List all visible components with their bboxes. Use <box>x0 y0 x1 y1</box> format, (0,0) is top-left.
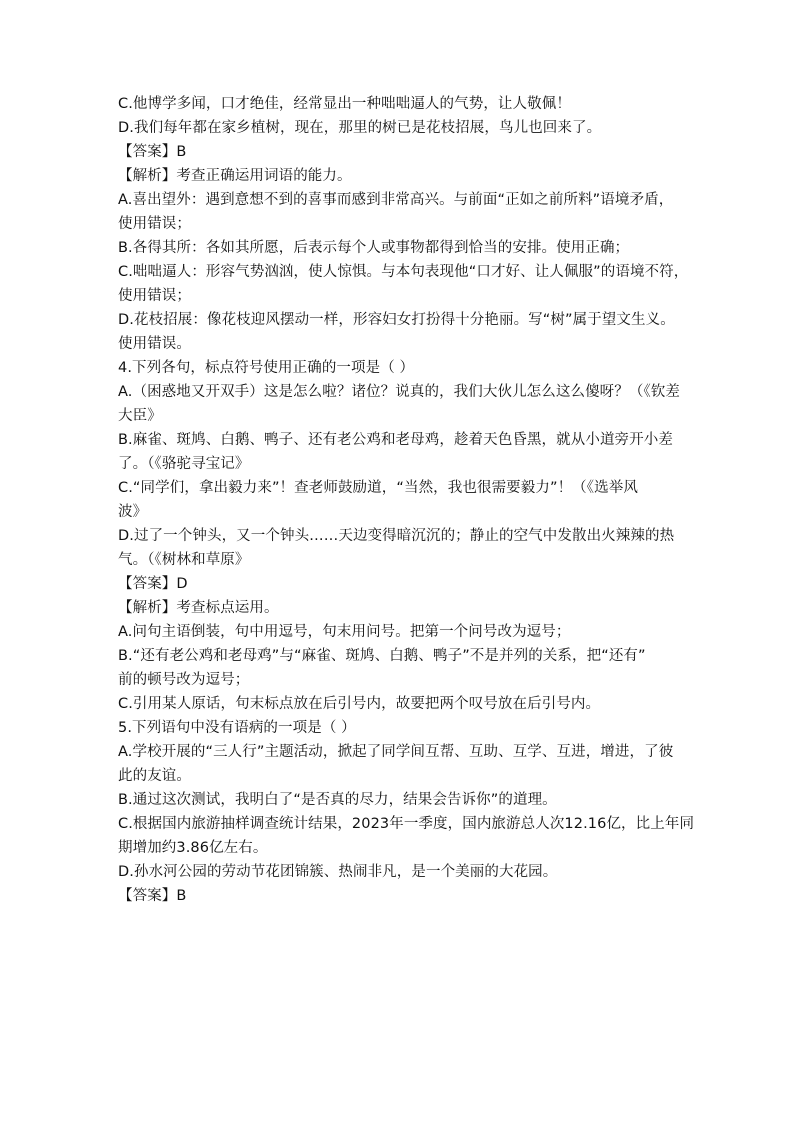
text-line: A.学校开展的“三人行”主题活动，掀起了同学间互帮、互助、互学、互进，增进，了彼 <box>118 744 674 760</box>
text-line: 5.下列语句中没有语病的一项是（ ） <box>118 720 356 736</box>
text-line: 使用错误； <box>118 216 191 232</box>
text-line: C.他博学多闻，口才绝佳，经常显出一种咄咄逼人的气势，让人敬佩！ <box>118 96 571 112</box>
text-line: D.过了一个钟头，又一个钟头……天边变得暗沉沉的；静止的空气中发散出火辣辣的热 <box>118 528 675 544</box>
text-line: 4.下列各句，标点符号使用正确的一项是（ ） <box>118 360 415 376</box>
text-line: 此的友谊。 <box>118 768 191 784</box>
text-line: A.喜出望外：遇到意想不到的喜事而感到非常高兴。与前面“正如之前所料”语境矛盾， <box>118 192 674 208</box>
text-line: 波》 <box>118 504 148 520</box>
text-line: D.花枝招展：像花枝迎风摆动一样，形容妇女打扮得十分艳丽。写“树”属于望文生义。 <box>118 312 675 328</box>
text-line: 【解析】考查正确运用词语的能力。 <box>118 168 352 184</box>
text-line: 了。（《骆驼寻宝记》 <box>118 456 250 472</box>
text-line: 【答案】B <box>118 888 187 904</box>
text-line: C.“同学们，拿出毅力来”！查老师鼓励道，“当然，我也很需要毅力”！（《选举风 <box>118 480 638 496</box>
text-line: 气。（《树林和草原》 <box>118 552 250 568</box>
text-line: 大臣》 <box>118 408 162 424</box>
text-line: B.各得其所：各如其所愿，后表示每个人或事物都得到恰当的安排。使用正确； <box>118 240 630 256</box>
text-line: 【答案】B <box>118 144 187 160</box>
text-line: C.咄咄逼人：形容气势汹汹，使人惊惧。与本句表现他“口才好、让人佩服”的语境不符， <box>118 264 689 280</box>
text-line: 使用错误。 <box>118 336 191 352</box>
text-line: C.引用某人原话，句末标点放在后引号内，故要把两个叹号放在后引号内。 <box>118 696 601 712</box>
text-line: D.我们每年都在家乡植树，现在，那里的树已是花枝招展，鸟儿也回来了。 <box>118 120 602 136</box>
text-line: 前的顿号改为逗号； <box>118 672 250 688</box>
text-line: C.根据国内旅游抽样调查统计结果，2023年一季度，国内旅游总人次12.16亿，比上年同 <box>118 816 695 832</box>
text-line: B.“还有老公鸡和老母鸡”与“麻雀、斑鸠、白鹅、鸭子”不是并列的关系，把“还有” <box>118 648 646 664</box>
text-line: 【答案】D <box>118 576 188 592</box>
text-line: 【解析】考查标点运用。 <box>118 600 279 616</box>
text-line: B.麻雀、斑鸠、白鹅、鸭子、还有老公鸡和老母鸡，趁着天色昏黑，就从小道旁开小差 <box>118 432 673 448</box>
text-line: D.孙水河公园的劳动节花团锦簇、热闹非凡，是一个美丽的大花园。 <box>118 864 558 880</box>
text-line: A.问句主语倒装，句中用逗号，句末用问号。把第一个问号改为逗号； <box>118 624 571 640</box>
text-line: A.（困惑地又开双手）这是怎么啦？诸位？说真的，我们大伙儿怎么这么傻呀？（《钦差 <box>118 384 681 400</box>
text-line: B.通过这次测试，我明白了“是否真的尽力，结果会告诉你”的道理。 <box>118 792 557 808</box>
text-line: 期增加约3.86亿左右。 <box>118 840 268 856</box>
text-line: 使用错误； <box>118 288 191 304</box>
